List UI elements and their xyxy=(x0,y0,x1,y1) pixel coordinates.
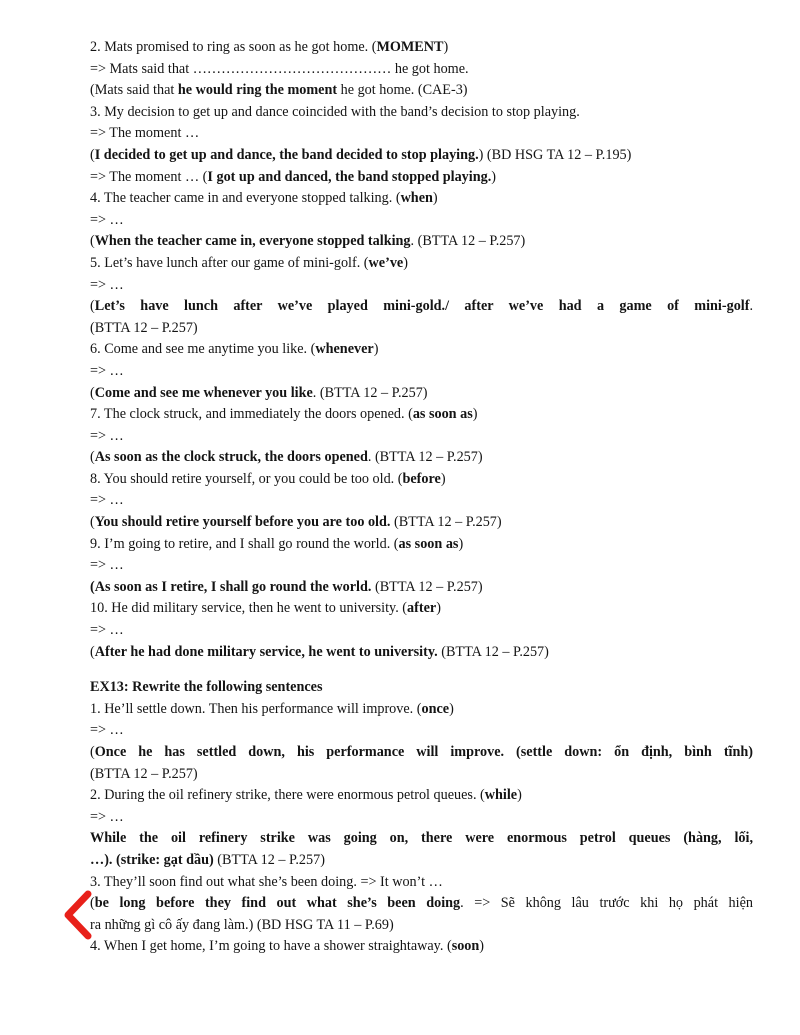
text: 3. My decision to get up and dance coincided with the band’s decision to stop playing. xyxy=(90,103,580,120)
question-line xyxy=(90,361,753,383)
text: ) xyxy=(443,39,449,55)
bold-text: (As soon as I retire, I shall go round the world. xyxy=(90,578,372,595)
text: ( xyxy=(90,895,95,912)
question-line xyxy=(90,807,753,829)
text: ) xyxy=(491,168,496,185)
text: ( xyxy=(90,298,95,315)
text: => … xyxy=(90,211,124,228)
bold-text: after xyxy=(407,600,437,617)
text: 5. Let’s have lunch after our game of mini-golf. ( xyxy=(90,254,369,271)
question-line xyxy=(90,188,753,210)
answer-line xyxy=(90,145,753,167)
question-line xyxy=(90,37,753,59)
text: => … xyxy=(90,362,124,379)
answer-line xyxy=(90,447,753,469)
text: ) xyxy=(432,190,438,207)
question-line xyxy=(90,253,753,275)
question-line xyxy=(90,123,753,145)
bold-text: While the oil refinery strike was going on, there were enormous petrol queues (hàng, lối, xyxy=(90,830,753,847)
section-spacer xyxy=(90,663,753,677)
answer-line xyxy=(90,296,753,318)
text: => The moment … xyxy=(90,125,200,142)
answer-line xyxy=(90,383,753,405)
bold-text: as soon as xyxy=(398,535,459,552)
text: => … xyxy=(90,557,124,574)
bold-text: Let’s have lunch after we’ve played mini-gold./ after we’ve had a game of mini-golf xyxy=(94,298,750,315)
question-line xyxy=(90,720,753,742)
question-line xyxy=(90,936,753,958)
bold-text: before xyxy=(402,470,441,487)
answer-line xyxy=(90,764,753,786)
text: 6. Come and see me anytime you like. ( xyxy=(90,341,316,358)
text: . xyxy=(749,298,753,315)
text: ( xyxy=(90,449,95,466)
question-line xyxy=(90,534,753,556)
text: 7. The clock struck, and immediately the doors opened. ( xyxy=(90,406,413,423)
text: => … xyxy=(90,492,124,509)
text: 4. When I get home, I’m going to have a shower straightaway. ( xyxy=(90,938,452,955)
answer-line xyxy=(90,850,753,872)
text: (BTTA 12 – P.257) xyxy=(213,851,325,868)
question-line xyxy=(90,555,753,577)
question-line xyxy=(90,872,753,894)
answer-line xyxy=(90,167,753,189)
text: . => Sẽ không lâu trước khi họ phát hiện xyxy=(460,895,753,912)
text: ) xyxy=(458,535,464,552)
bold-text: When the teacher came in, everyone stopped talking xyxy=(94,233,411,250)
bold-text: while xyxy=(484,787,518,804)
answer-line xyxy=(90,231,753,253)
bold-text: as soon as xyxy=(412,406,473,423)
text: ra những gì cô ấy đang làm.) (BD HSG TA 11 – P.69) xyxy=(90,916,394,933)
answer-line xyxy=(90,893,753,915)
text: ( xyxy=(90,233,95,250)
text: ) xyxy=(373,341,379,358)
text: => Mats said that …………………………………… he got home. xyxy=(90,60,469,77)
bold-text: whenever xyxy=(315,341,374,358)
answer-line xyxy=(90,512,753,534)
bold-text: …). (strike: gạt dầu) xyxy=(90,851,214,868)
text: => … xyxy=(90,722,124,739)
text: ) xyxy=(449,700,454,717)
text: (BTTA 12 – P.257) xyxy=(390,514,502,531)
bold-text: MOMENT xyxy=(376,39,444,55)
bold-text: we’ve xyxy=(368,254,404,271)
bold-text: when xyxy=(400,190,433,207)
exercise-heading xyxy=(90,677,753,699)
answer-line xyxy=(90,642,753,664)
text: => … xyxy=(90,427,124,444)
text: 2. Mats promised to ring as soon as he got home. ( xyxy=(90,39,377,55)
text: ) xyxy=(472,406,478,423)
question-line xyxy=(90,785,753,807)
text: (BTTA 12 – P.257) xyxy=(437,643,549,660)
answer-line xyxy=(90,577,753,599)
text: => … xyxy=(90,622,124,639)
question-line xyxy=(90,404,753,426)
red-chevron-marker-icon xyxy=(60,888,96,942)
text: ) xyxy=(517,787,522,804)
text: ) xyxy=(440,470,446,487)
bold-text: EX13: Rewrite the following sentences xyxy=(90,679,323,696)
document-page xyxy=(90,37,753,958)
bold-text: After he had done military service, he went to university. xyxy=(94,643,438,660)
question-line xyxy=(90,275,753,297)
text: ( xyxy=(90,744,95,760)
answer-line xyxy=(90,80,753,102)
text: 10. He did military service, then he went to university. ( xyxy=(90,600,408,617)
question-line xyxy=(90,490,753,512)
question-line xyxy=(90,426,753,448)
text: 1. He’ll settle down. Then his performance will improve. ( xyxy=(90,700,422,717)
bold-text: I got up and danced, the band stopped playing. xyxy=(207,168,492,185)
bold-text: As soon as the clock struck, the doors opened xyxy=(94,449,368,466)
bold-text: soon xyxy=(451,938,480,955)
text: ) xyxy=(403,254,408,271)
text: ) (BD HSG TA 12 – P.195) xyxy=(478,146,632,163)
bold-text: be long before they find out what she’s been doing xyxy=(94,895,461,912)
text: 4. The teacher came in and everyone stopped talking. ( xyxy=(90,190,401,207)
answer-line xyxy=(90,318,753,340)
bold-text: I decided to get up and dance, the band decided to stop playing. xyxy=(94,146,479,163)
question-line xyxy=(90,699,753,721)
bold-text: once xyxy=(421,700,450,717)
text: (BTTA 12 – P.257) xyxy=(371,578,483,595)
text: => … xyxy=(90,276,124,293)
text: ) xyxy=(479,938,485,955)
text: (BTTA 12 – P.257) xyxy=(90,765,198,782)
text: . (BTTA 12 – P.257) xyxy=(312,384,428,401)
text: . (BTTA 12 – P.257) xyxy=(410,233,526,250)
text: . (BTTA 12 – P.257) xyxy=(367,449,483,466)
answer-line xyxy=(90,742,753,764)
question-line xyxy=(90,59,753,81)
text: ( xyxy=(90,384,95,401)
text: => … xyxy=(90,808,124,825)
text: ( xyxy=(90,514,95,531)
question-line xyxy=(90,339,753,361)
text: 2. During the oil refinery strike, there were enormous petrol queues. ( xyxy=(90,787,485,804)
text: ) xyxy=(436,600,441,617)
question-line xyxy=(90,210,753,232)
text: => The moment … ( xyxy=(90,168,208,185)
text: he got home. (CAE-3) xyxy=(337,82,468,99)
text: 9. I’m going to retire, and I shall go round the world. ( xyxy=(90,535,399,552)
text: 3. They’ll soon find out what she’s been doing. => It won’t … xyxy=(90,873,443,890)
question-line xyxy=(90,598,753,620)
bold-text: Once he has settled down, his performance will improve. (settle down: ổn định, bình tĩnh) xyxy=(94,744,753,760)
bold-text: You should retire yourself before you are too old. xyxy=(94,514,391,531)
bold-text: Come and see me whenever you like xyxy=(94,384,313,401)
text: ( xyxy=(90,643,95,660)
answer-line xyxy=(90,828,753,850)
answer-line xyxy=(90,915,753,937)
text: ( xyxy=(90,146,95,163)
text: 8. You should retire yourself, or you could be too old. ( xyxy=(90,470,403,487)
question-line xyxy=(90,620,753,642)
question-line xyxy=(90,102,753,124)
text: (Mats said that xyxy=(90,82,178,99)
question-line xyxy=(90,469,753,491)
text: (BTTA 12 – P.257) xyxy=(90,319,198,336)
bold-text: he would ring the moment xyxy=(177,82,338,99)
